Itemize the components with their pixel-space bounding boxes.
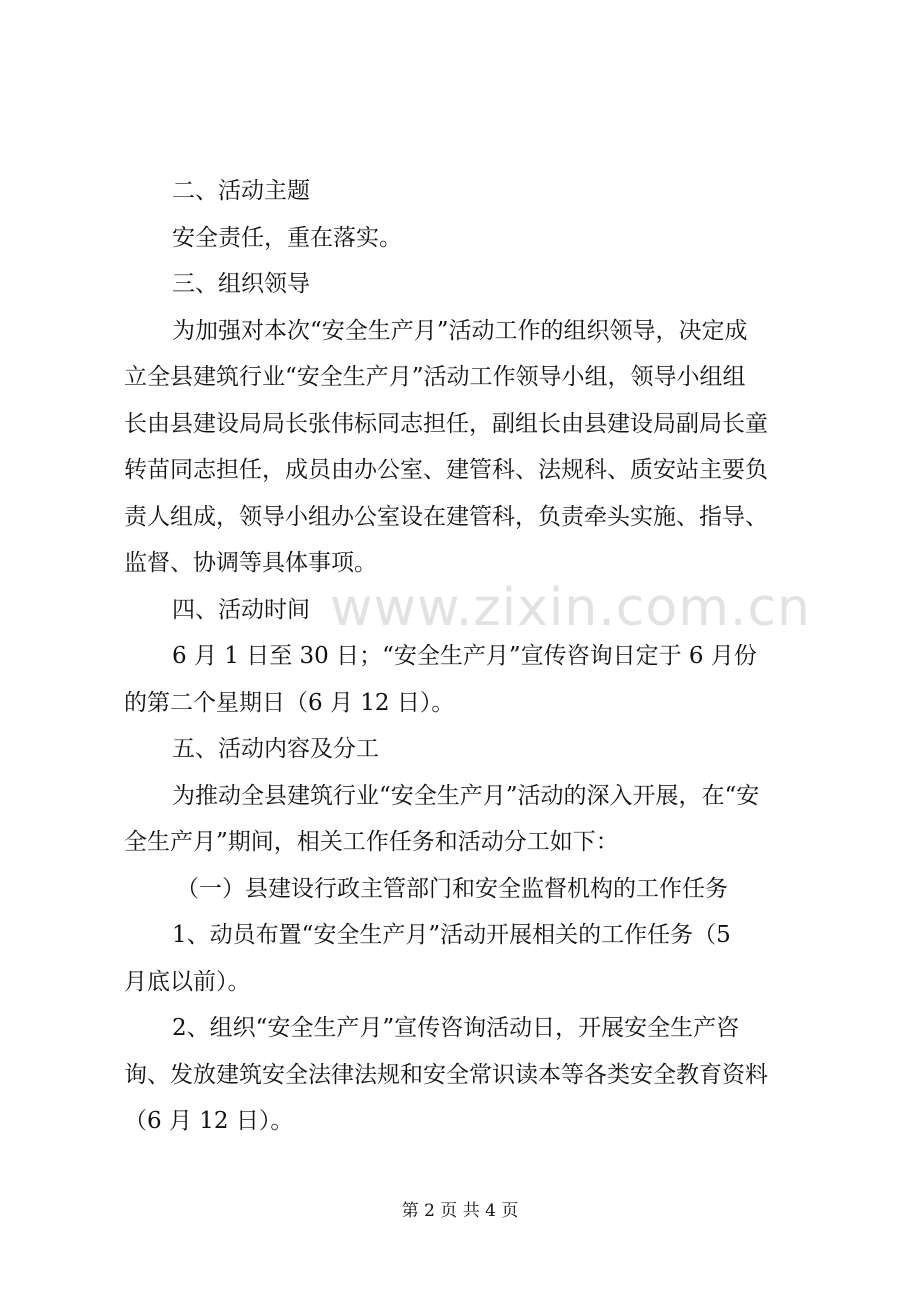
paragraph-line: 为加强对本次“安全生产月”活动工作的组织领导，决定成 — [172, 317, 748, 344]
page-footer: 第 2 页 共 4 页 — [401, 1201, 519, 1221]
paragraph-line: 安全责任，重在落实。 — [172, 224, 402, 251]
paragraph-line: 全生产月”期间，相关工作任务和活动分工如下： — [124, 829, 619, 855]
section-heading-leadership: 三、组织领导 — [172, 271, 310, 297]
section-heading-theme: 二、活动主题 — [172, 178, 310, 204]
list-item-line: 月底以前）。 — [124, 968, 251, 995]
paragraph-line: 监督、协调等具体事项。 — [124, 550, 377, 576]
section-heading-content: 五、活动内容及分工 — [172, 736, 379, 762]
paragraph-line: 责人组成，领导小组办公室设在建管科，负责牵头实施、指导、 — [124, 503, 768, 530]
paragraph-line: 为推动全县建筑行业“安全生产月”活动的深入开展，在“安 — [172, 782, 760, 809]
list-item-line: （6 月 12 日）。 — [124, 1108, 294, 1134]
list-item-line: 询、发放建筑安全法律法规和安全常识读本等各类安全教育资料 — [124, 1061, 768, 1088]
subsection-heading: （一）县建设行政主管部门和安全监督机构的工作任务 — [176, 875, 728, 902]
document-body — [124, 168, 824, 1145]
watermark: www.zixin.com.cn — [330, 578, 811, 638]
paragraph-line: 长由县建设局局长张伟标同志担任，副组长由县建设局副局长童 — [124, 410, 768, 437]
list-item-line: 2、组织“安全生产月”宣传咨询活动日，开展安全生产咨 — [172, 1015, 740, 1041]
paragraph-line: 立全县建筑行业“安全生产月”活动工作领导小组，领导小组组 — [124, 364, 746, 390]
list-item-line: 1、动员布置“安全生产月”活动开展相关的工作任务（5 — [172, 922, 731, 948]
section-heading-time: 四、活动时间 — [172, 596, 310, 623]
paragraph-line: 6 月 1 日至 30 日；“安全生产月”宣传咨询日定于 6 月份 — [172, 643, 757, 669]
paragraph-line: 的第二个星期日（6 月 12 日）。 — [124, 689, 455, 716]
paragraph-line: 转苗同志担任，成员由办公室、建管科、法规科、质安站主要负 — [124, 457, 768, 483]
